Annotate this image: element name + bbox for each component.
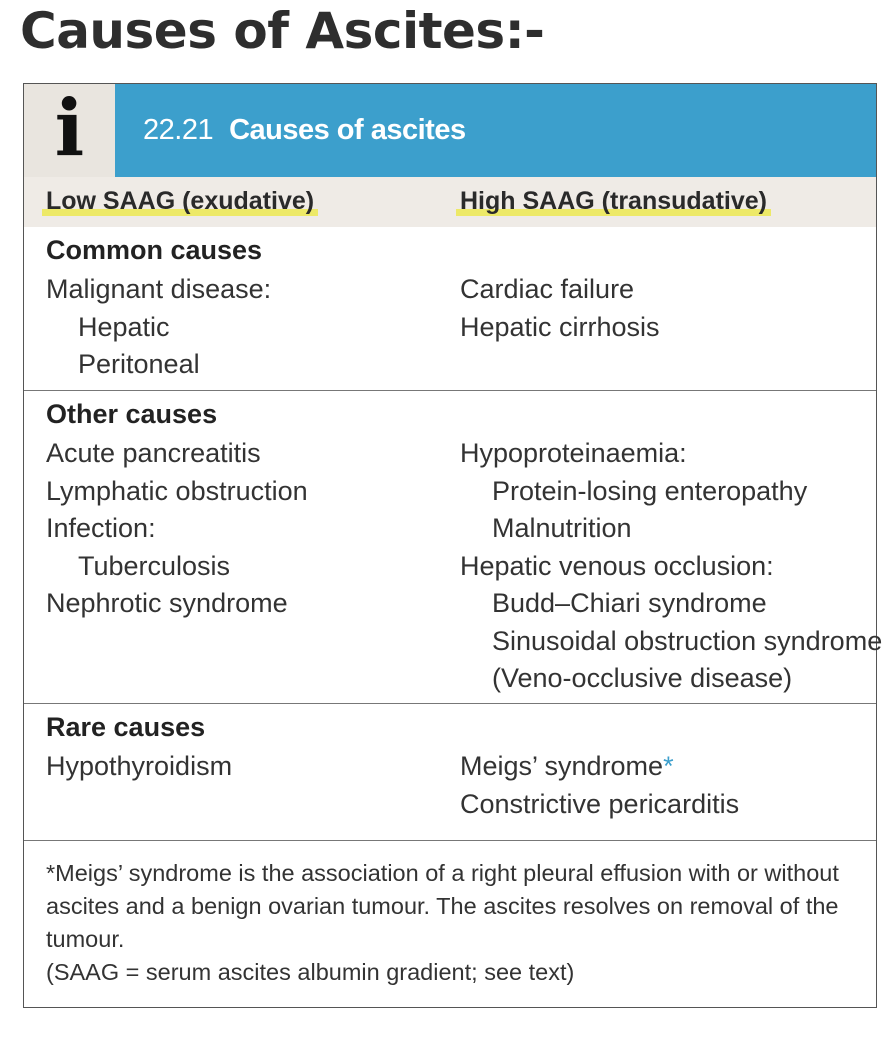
section-title: Other causes [46,399,218,429]
box-number: 22.21 [143,114,214,146]
column-headers [24,177,876,227]
list-item: Lymphatic obstruction [46,475,308,506]
page-title: Causes of Ascites:- [20,2,545,60]
info-box [23,82,883,1008]
high-saag-list [460,435,882,698]
section-common-causes [24,227,876,390]
high-saag-list [460,271,660,346]
box-title: Causes of ascites [229,114,466,146]
info-icon: i [54,82,85,174]
list-item: Cardiac failure [460,274,635,304]
list-item: Acute pancreatitis [46,438,261,468]
footnote-section [24,840,876,1007]
footnote [46,857,856,989]
list-item [460,748,739,786]
list-item: Hepatic [78,311,170,342]
list-item: Malignant disease: [46,274,272,304]
list-item: Hepatic cirrhosis [460,311,660,342]
box-title-bar [115,84,876,177]
footnote-abbreviation: (SAAG = serum ascites albumin gradient; see text) [46,959,575,985]
list-item: Nephrotic syndrome [46,588,288,618]
section-other-causes [24,390,883,703]
section-rare-causes [24,703,876,840]
column-header-high-saag: High SAAG (transudative) [456,187,771,216]
list-item: Peritoneal [78,349,200,379]
footnote-text: *Meigs’ syndrome is the association of a right pleural effusion with or without ascites and a benign ovarian tumour. The ascites resolves on removal of the tumour. [46,860,839,952]
high-saag-list [460,748,739,823]
list-item-text: Meigs’ syndrome [460,751,664,781]
list-item: Budd–Chiari syndrome [492,588,767,618]
list-item: Protein-losing enteropathy [492,475,808,506]
section-title: Common causes [46,235,263,265]
box-header [24,84,876,177]
footnote-marker: * [663,751,674,781]
column-header-low-saag: Low SAAG (exudative) [42,187,318,216]
low-saag-list [46,435,308,623]
low-saag-list [46,271,271,384]
list-item: Hypothyroidism [46,751,233,781]
list-item: Tuberculosis [78,550,231,581]
list-item: Sinusoidal obstruction syndrome [492,625,883,656]
low-saag-list [46,748,232,786]
section-title: Rare causes [46,712,206,742]
list-item: (Veno-occlusive disease) [492,663,793,693]
list-item: Malnutrition [492,513,632,543]
list-item: Hypoproteinaemia: [460,438,687,468]
list-item: Infection: [46,513,156,543]
list-item: Hepatic venous occlusion: [460,550,774,581]
icon-cell [24,84,115,177]
list-item: Constrictive pericarditis [460,788,740,819]
